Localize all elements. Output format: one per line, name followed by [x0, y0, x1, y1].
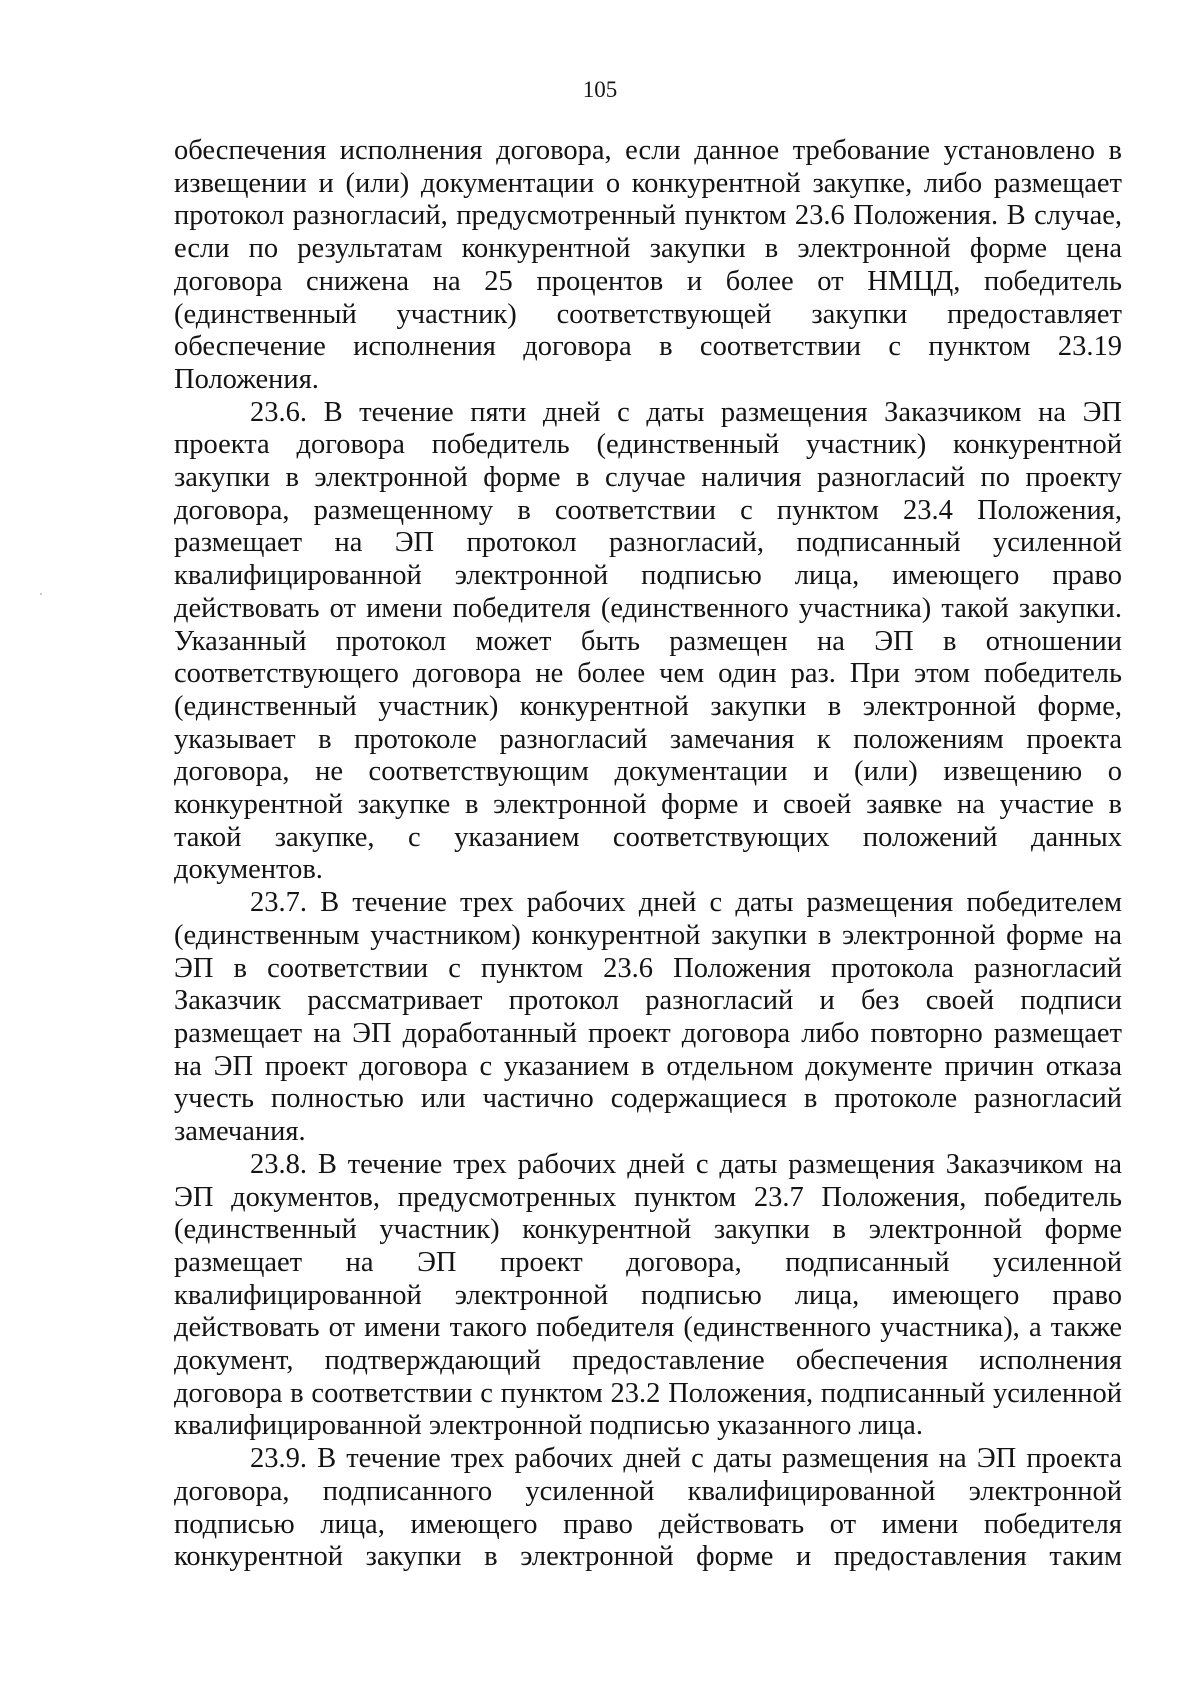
- text-line: документ, подтверждающий предоставление обеспечения исполнения: [174, 1345, 1122, 1377]
- text-line: договора, не соответствующим документации и (или) извещению о: [174, 756, 1122, 788]
- text-line: такой закупке, с указанием соответствующих положений данных: [174, 821, 1122, 853]
- text-line: если по результатам конкурентной закупки в электронной форме цена: [174, 233, 1122, 265]
- text-line: договора в соответствии с пунктом 23.2 Положения, подписанный усиленной: [174, 1377, 1122, 1409]
- text-line: квалифицированной электронной подписью указанного лица.: [174, 1410, 923, 1442]
- text-line: размещает на ЭП протокол разногласий, подписанный усиленной: [174, 527, 1122, 559]
- text-line: конкурентной закупки в электронной форме и предоставления таким: [174, 1541, 1122, 1573]
- text-line: Положения.: [174, 363, 319, 395]
- text-line: соответствующего договора не более чем один раз. При этом победитель: [174, 658, 1122, 690]
- text-line: закупки в электронной форме в случае наличия разногласий по проекту: [174, 462, 1122, 494]
- text-line: квалифицированной электронной подписью лица, имеющего право: [174, 1279, 1122, 1311]
- text-line: (единственный участник) конкурентной закупки в электронной форме: [174, 1214, 1122, 1246]
- scan-speck: [40, 593, 42, 595]
- text-line: документов.: [174, 854, 323, 886]
- text-line: 23.9. В течение трех рабочих дней с даты размещения на ЭП проекта: [250, 1443, 1122, 1475]
- text-line: размещает на ЭП доработанный проект договора либо повторно размещает: [174, 1017, 1122, 1049]
- paragraph-23-9: [174, 1443, 1122, 1574]
- text-line: извещении и (или) документации о конкурентной закупке, либо размещает: [174, 167, 1122, 199]
- paragraph-23-6: [174, 397, 1122, 888]
- text-line: Указанный протокол может быть размещен на ЭП в отношении: [174, 625, 1122, 657]
- text-line: 23.7. В течение трех рабочих дней с даты размещения победителем: [250, 887, 1122, 919]
- text-line: действовать от имени победителя (единственного участника) такой закупки.: [174, 592, 1122, 624]
- text-line: (единственный участник) конкурентной закупки в электронной форме,: [174, 690, 1122, 722]
- text-line: размещает на ЭП проект договора, подписанный усиленной: [174, 1246, 1122, 1278]
- text-line: квалифицированной электронной подписью лица, имеющего право: [174, 560, 1122, 592]
- text-line: на ЭП проект договора с указанием в отдельном документе причин отказа: [174, 1050, 1122, 1082]
- text-line: проекта договора победитель (единственный участник) конкурентной: [174, 429, 1122, 461]
- text-line: конкурентной закупке в электронной форме и своей заявке на участие в: [174, 789, 1122, 821]
- text-line: (единственный участник) соответствующей закупки предоставляет: [174, 298, 1122, 330]
- text-line: ЭП документов, предусмотренных пунктом 23.7 Положения, победитель: [174, 1181, 1122, 1213]
- text-line: ЭП в соответствии с пунктом 23.6 Положения протокола разногласий: [174, 952, 1122, 984]
- text-line: 23.8. В течение трех рабочих дней с даты размещения Заказчиком на: [250, 1148, 1122, 1180]
- paragraph-23-7: [174, 887, 1122, 1149]
- text-line: 23.6. В течение пяти дней с даты размещения Заказчиком на ЭП: [250, 396, 1122, 428]
- text-line: обеспечение исполнения договора в соответствии с пунктом 23.19: [174, 331, 1122, 363]
- text-line: подписью лица, имеющего право действовать от имени победителя: [174, 1508, 1122, 1540]
- text-line: протокол разногласий, предусмотренный пунктом 23.6 Положения. В случае,: [174, 200, 1122, 232]
- text-line: (единственным участником) конкурентной закупки в электронной форме на: [174, 919, 1122, 951]
- text-line: замечания.: [174, 1116, 306, 1148]
- paragraph-continuation: [174, 135, 1122, 397]
- text-line: договора, подписанного усиленной квалифицированной электронной: [174, 1475, 1122, 1507]
- text-line: договора, размещенному в соответствии с пунктом 23.4 Положения,: [174, 494, 1122, 526]
- text-line: указывает в протоколе разногласий замечания к положениям проекта: [174, 723, 1122, 755]
- page-number: 105: [582, 77, 618, 102]
- paragraph-23-8: [174, 1149, 1122, 1443]
- text-line: обеспечения исполнения договора, если данное требование установлено в: [174, 135, 1122, 166]
- text-line: учесть полностью или частично содержащиеся в протоколе разногласий: [174, 1083, 1122, 1115]
- text-line: договора снижена на 25 процентов и более от НМЦД, победитель: [174, 265, 1122, 297]
- document-body: [174, 135, 1122, 1574]
- text-line: Заказчик рассматривает протокол разногласий и без своей подписи: [174, 985, 1122, 1017]
- text-line: действовать от имени такого победителя (единственного участника), а также: [174, 1312, 1122, 1344]
